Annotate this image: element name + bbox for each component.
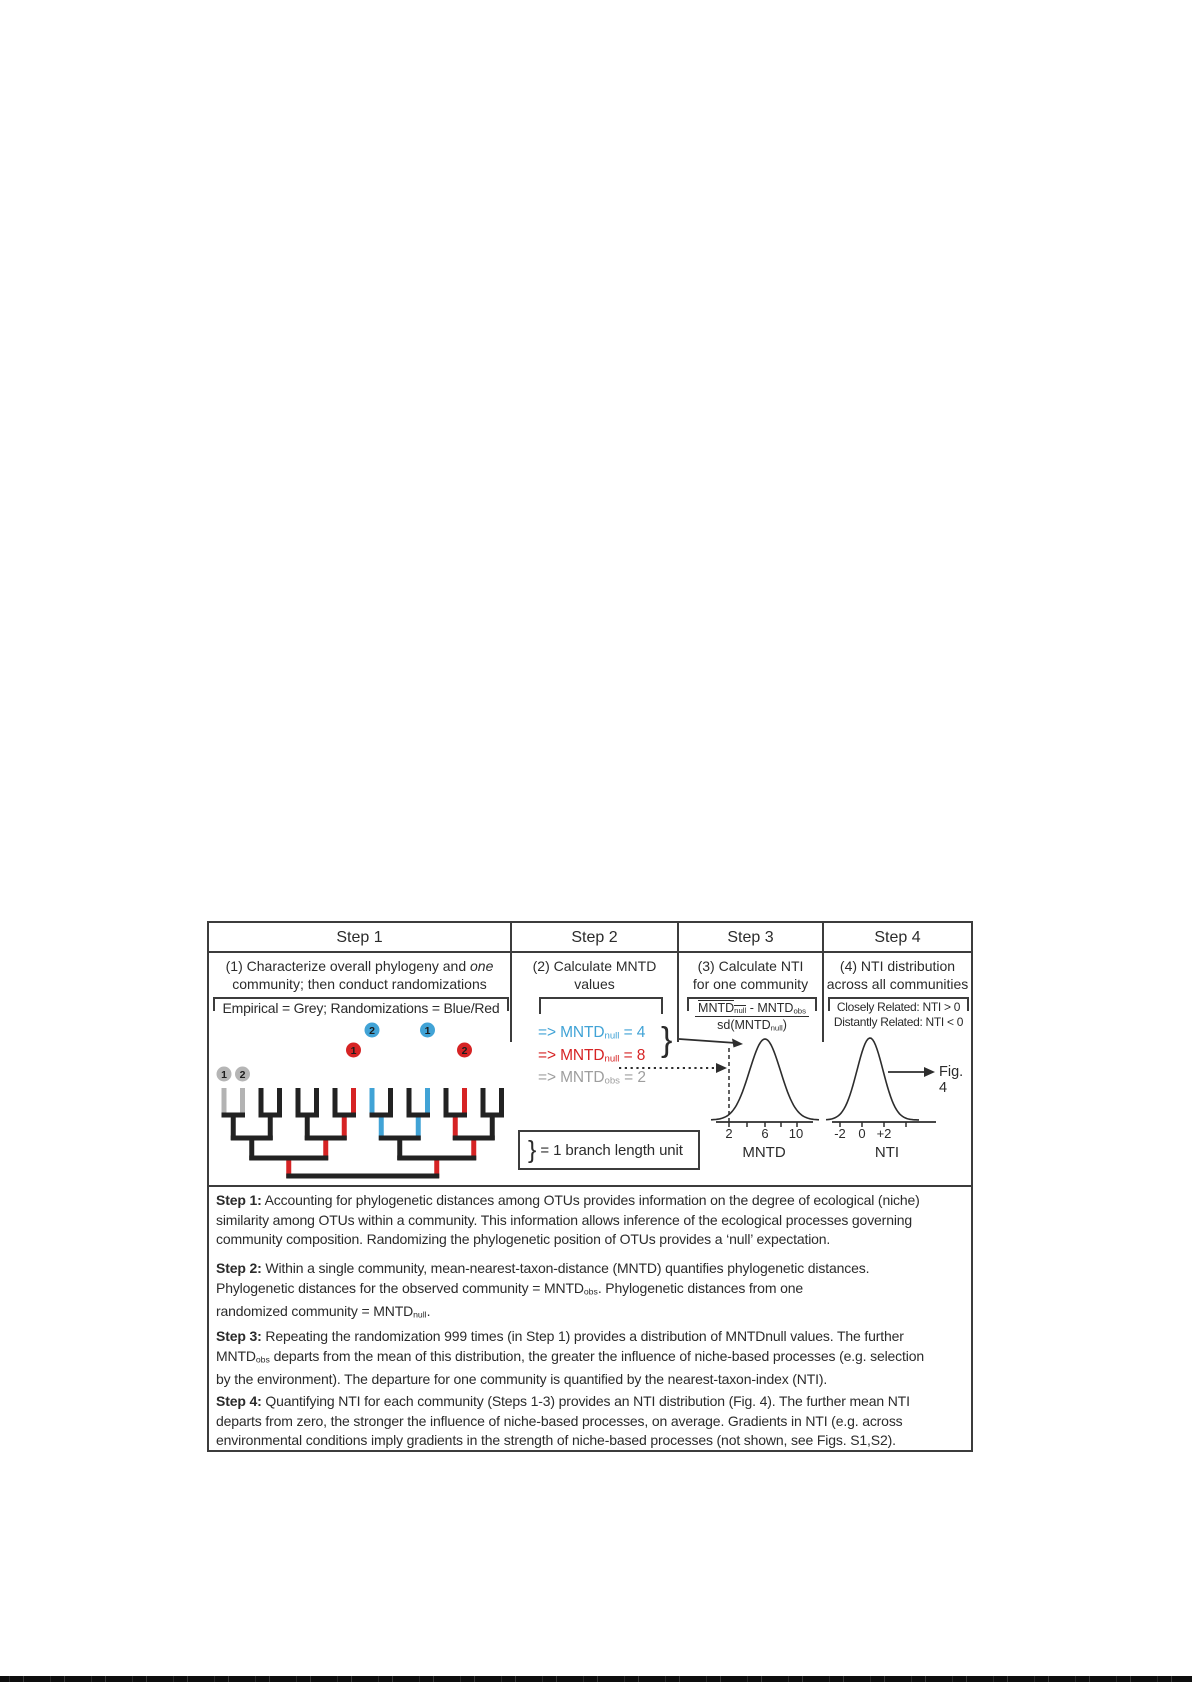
step1-description-line2: community; then conduct randomizations <box>232 976 487 992</box>
header-step-4: Step 4 <box>874 929 921 946</box>
mntd-tick-label: 10 <box>788 1126 804 1141</box>
header-divider-line <box>209 951 971 953</box>
mntd-tick-label: 2 <box>725 1126 733 1141</box>
header-step-1: Step 1 <box>336 929 383 946</box>
scan-edge-artifact <box>0 1676 1192 1682</box>
svg-text:2: 2 <box>369 1024 375 1037</box>
svg-text:1: 1 <box>350 1044 357 1057</box>
caption-line: similarity among OTUs within a community. This information allows inference of the ecological processes governing <box>216 1211 913 1228</box>
svg-text:1: 1 <box>424 1024 431 1037</box>
mntd-null-blue-equation: => MNTDnull = 4 <box>538 1024 646 1042</box>
step2-description-line1: (2) Calculate MNTD <box>532 958 657 974</box>
branch-length-legend-text: = 1 branch length unit <box>540 1141 683 1159</box>
nti-distribution-plot <box>824 1030 971 1128</box>
caption-line: community composition. Randomizing the phylogenetic position of OTUs provides a ‘null’ expectation. <box>216 1231 831 1247</box>
caption-step1 <box>216 1191 966 1250</box>
nti-closely-related-note: Closely Related: NTI > 0 <box>836 1000 961 1014</box>
mntd-null-red-equation: => MNTDnull = 8 <box>538 1046 646 1065</box>
nti-distantly-related-note: Distantly Related: NTI < 0 <box>833 1015 964 1029</box>
caption-step2 <box>216 1259 966 1325</box>
branch-length-legend-box <box>518 1130 700 1170</box>
branch-length-brace: } <box>528 1135 537 1164</box>
caption-line: Phylogenetic distances for the observed community = MNTDobs. Phylogenetic distances from one <box>216 1279 803 1297</box>
panel-divider-line <box>209 1185 971 1187</box>
nti-formula-denominator: sd(MNTDnull) <box>717 1018 787 1033</box>
nti-interpretation-box <box>828 997 969 1030</box>
caption-line: MNTDobs departs from the mean of this distribution, the greater the influence of niche-based processes (e.g. selection <box>216 1347 924 1365</box>
mntd-equations <box>538 1023 646 1091</box>
step3-description-line1: (3) Calculate NTI <box>697 958 804 974</box>
caption-line: Step 1: Accounting for phylogenetic distances among OTUs provides information on the degree of ecological (niche) <box>216 1192 920 1208</box>
header-step-2: Step 2 <box>571 929 618 946</box>
nti-formula-box <box>687 997 817 1033</box>
caption-line: Step 4: Quantifying NTI for each community (Steps 1-3) provides an NTI distribution (Fig. 4). The further mean NTI <box>216 1393 910 1409</box>
step1-description-line1: (1) Characterize overall phylogeny and one <box>225 958 494 974</box>
step2-empty-bracket <box>539 997 663 1015</box>
mntd-tick-label: 6 <box>761 1126 769 1141</box>
nti-tick-label: 0 <box>858 1126 866 1141</box>
step4-description-line2: across all communities <box>826 976 969 992</box>
mntd-axis-label: MNTD <box>742 1144 786 1161</box>
tree-color-legend: Empirical = Grey; Randomizations = Blue/Red <box>222 1000 500 1016</box>
phylogeny-tree <box>211 1018 511 1183</box>
step1-description <box>209 957 510 993</box>
tree-color-legend-bracket <box>213 997 509 1019</box>
caption-step4 <box>216 1392 966 1451</box>
svg-text:2: 2 <box>461 1044 468 1057</box>
caption-line: by the environment). The departure for one community is quantified by the nearest-taxon-index (NTI). <box>216 1370 828 1387</box>
caption-line: randomized community = MNTDnull. <box>216 1302 431 1320</box>
step4-description <box>824 957 971 993</box>
step3-description-line2: for one community <box>692 976 809 992</box>
nti-tick-label: -2 <box>834 1126 846 1141</box>
figure-4-reference: Fig. 4 <box>939 1064 964 1096</box>
header-step-3: Step 3 <box>727 929 774 946</box>
mntd-distribution-plot <box>679 1030 822 1128</box>
step4-description-line1: (4) NTI distribution <box>839 958 956 974</box>
nti-tick-label: +2 <box>876 1126 892 1141</box>
caption-line: environmental conditions imply gradients in the strength of niche-based processes (not shown, see Figs. S1,S2). <box>216 1432 896 1448</box>
methods-figure <box>207 921 973 1452</box>
mntd-obs-equation: => MNTDobs = 2 <box>538 1069 646 1088</box>
caption-line: Step 2: Within a single community, mean-nearest-taxon-distance (MNTD) quantifies phylogenetic distances. <box>216 1260 870 1276</box>
caption-step3 <box>216 1327 966 1389</box>
step3-description <box>679 957 822 993</box>
caption-line: departs from zero, the stronger the influence of niche-based processes, on average. Gradients in NTI (e.g. across <box>216 1412 903 1429</box>
caption-line: Step 3: Repeating the randomization 999 times (in Step 1) provides a distribution of MNTDnull values. The further <box>216 1328 904 1344</box>
nti-axis-label: NTI <box>874 1144 900 1161</box>
svg-text:1: 1 <box>221 1068 227 1081</box>
equations-brace: } <box>661 1021 673 1059</box>
step2-description-line2: values <box>574 976 615 992</box>
svg-text:2: 2 <box>239 1068 246 1081</box>
step2-description <box>512 957 677 993</box>
nti-formula-numerator: MNTDnull - MNTDobs <box>695 1000 809 1017</box>
